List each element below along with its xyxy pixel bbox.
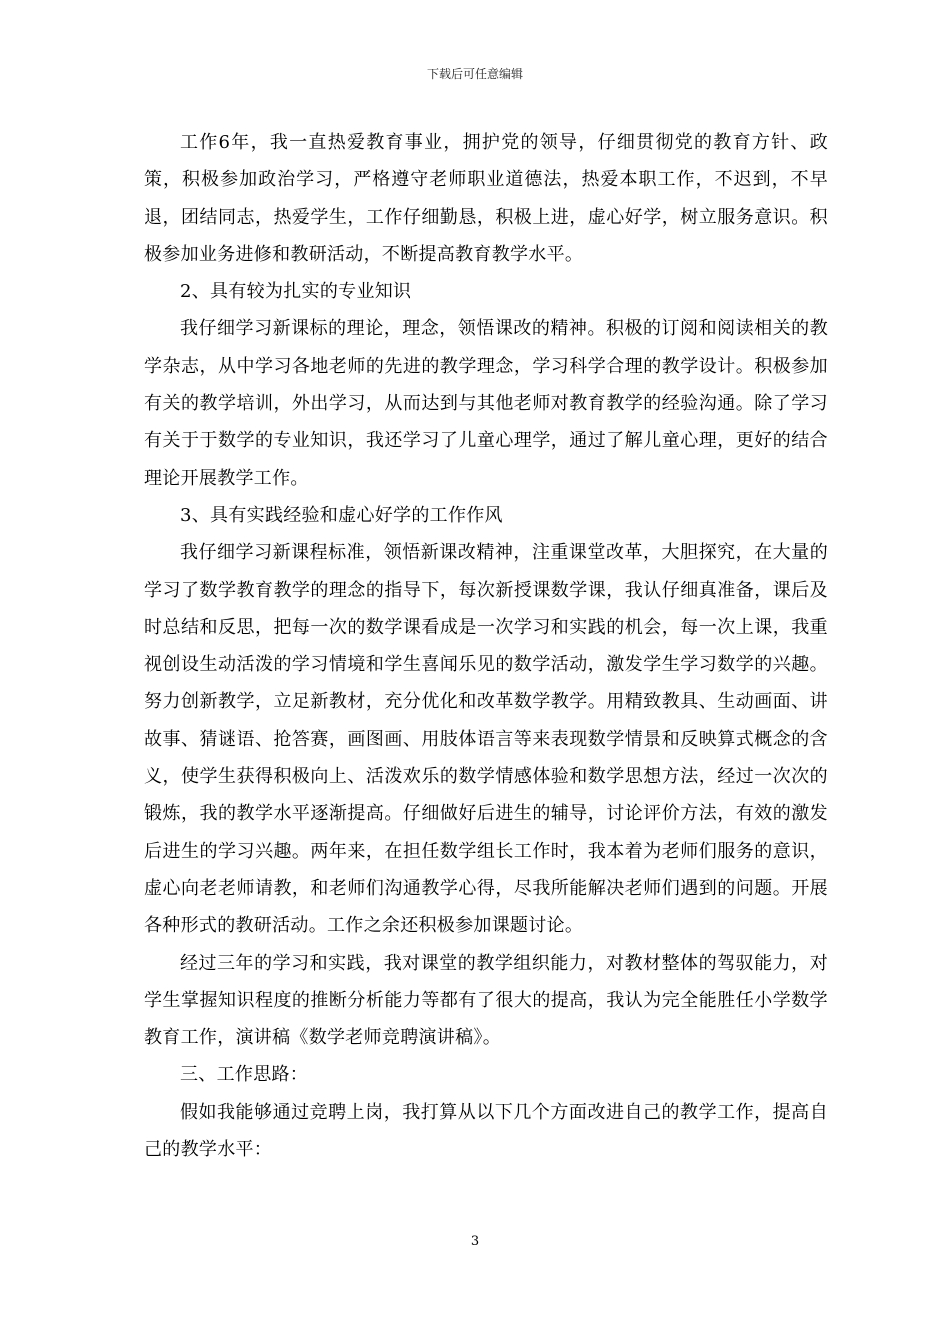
paragraph-work-attitude: 工作6年，我一直热爱教育事业，拥护党的领导，仔细贯彻党的教育方针、政策，积极参加政治学习，严格遵守老师职业道德法，热爱本职工作，不迟到，不早退，团结同志，热爱学生，工作仔细勤恳，积极上进，虚心好学，树立服务意识。积极参加业务进修和教研活动，不断提高教育教学水平。	[144, 132, 828, 265]
heading-work-plan: 三、工作思路：	[180, 1064, 309, 1086]
page-number: 3	[470, 1234, 480, 1249]
heading-professional-knowledge: 2、具有较为扎实的专业知识	[180, 281, 412, 303]
paragraph-summary: 经过三年的学习和实践，我对课堂的教学组织能力，对教材整体的驾驭能力，对学生掌握知识程度的推断分析能力等都有了很大的提高，我认为完全能胜任小学数学教育工作，演讲稿《数学老师竞聘演讲稿》。	[144, 952, 828, 1049]
paragraph-work-plan: 假如我能够通过竞聘上岗，我打算从以下几个方面改进自己的教学工作，提高自己的教学水平：	[144, 1101, 828, 1161]
paragraph-professional-knowledge: 我仔细学习新课标的理论，理念，领悟课改的精神。积极的订阅和阅读相关的教学杂志，从中学习各地老师的先进的教学理念，学习科学合理的教学设计。积极参加有关的教学培训，外出学习，从而达到与其他老师对教育教学的经验沟通。除了学习有关于于数学的专业知识，我还学习了儿童心理学，通过了解儿童心理，更好的结合理论开展教学工作。	[144, 318, 828, 489]
paragraph-practical-experience: 我仔细学习新课程标准，领悟新课改精神，注重课堂改革，大胆探究，在大量的学习了数学教育教学的理念的指导下，每次新授课数学课，我认仔细真准备，课后及时总结和反思，把每一次的数学课看成是一次学习和实践的机会，每一次上课，我重视创设生动活泼的学习情境和学生喜闻乐见的数学活动，激发学生学习数学的兴趣。努力创新教学，立足新教材，充分优化和改革数学教学。用精致教具、生动画面、讲故事、猜谜语、抢答赛，画图画、用肢体语言等来表现数学情景和反映算式概念的含义，使学生获得积极向上、活泼欢乐的数学情感体验和数学思想方法，经过一次次的锻炼，我的教学水平逐渐提高。仔细做好后进生的辅导，讨论评价方法，有效的激发后进生的学习兴趣。两年来，在担任数学组长工作时，我本着为老师们服务的意识，虚心向老老师请教，和老师们沟通教学心得，尽我所能解决老师们遇到的问题。开展各种形式的教研活动。工作之余还积极参加课题讨论。	[144, 542, 828, 937]
page-header: 下载后可任意编辑	[426, 67, 523, 81]
document-body	[144, 124, 828, 1168]
heading-practical-experience: 3、具有实践经验和虚心好学的工作作风	[180, 504, 503, 526]
